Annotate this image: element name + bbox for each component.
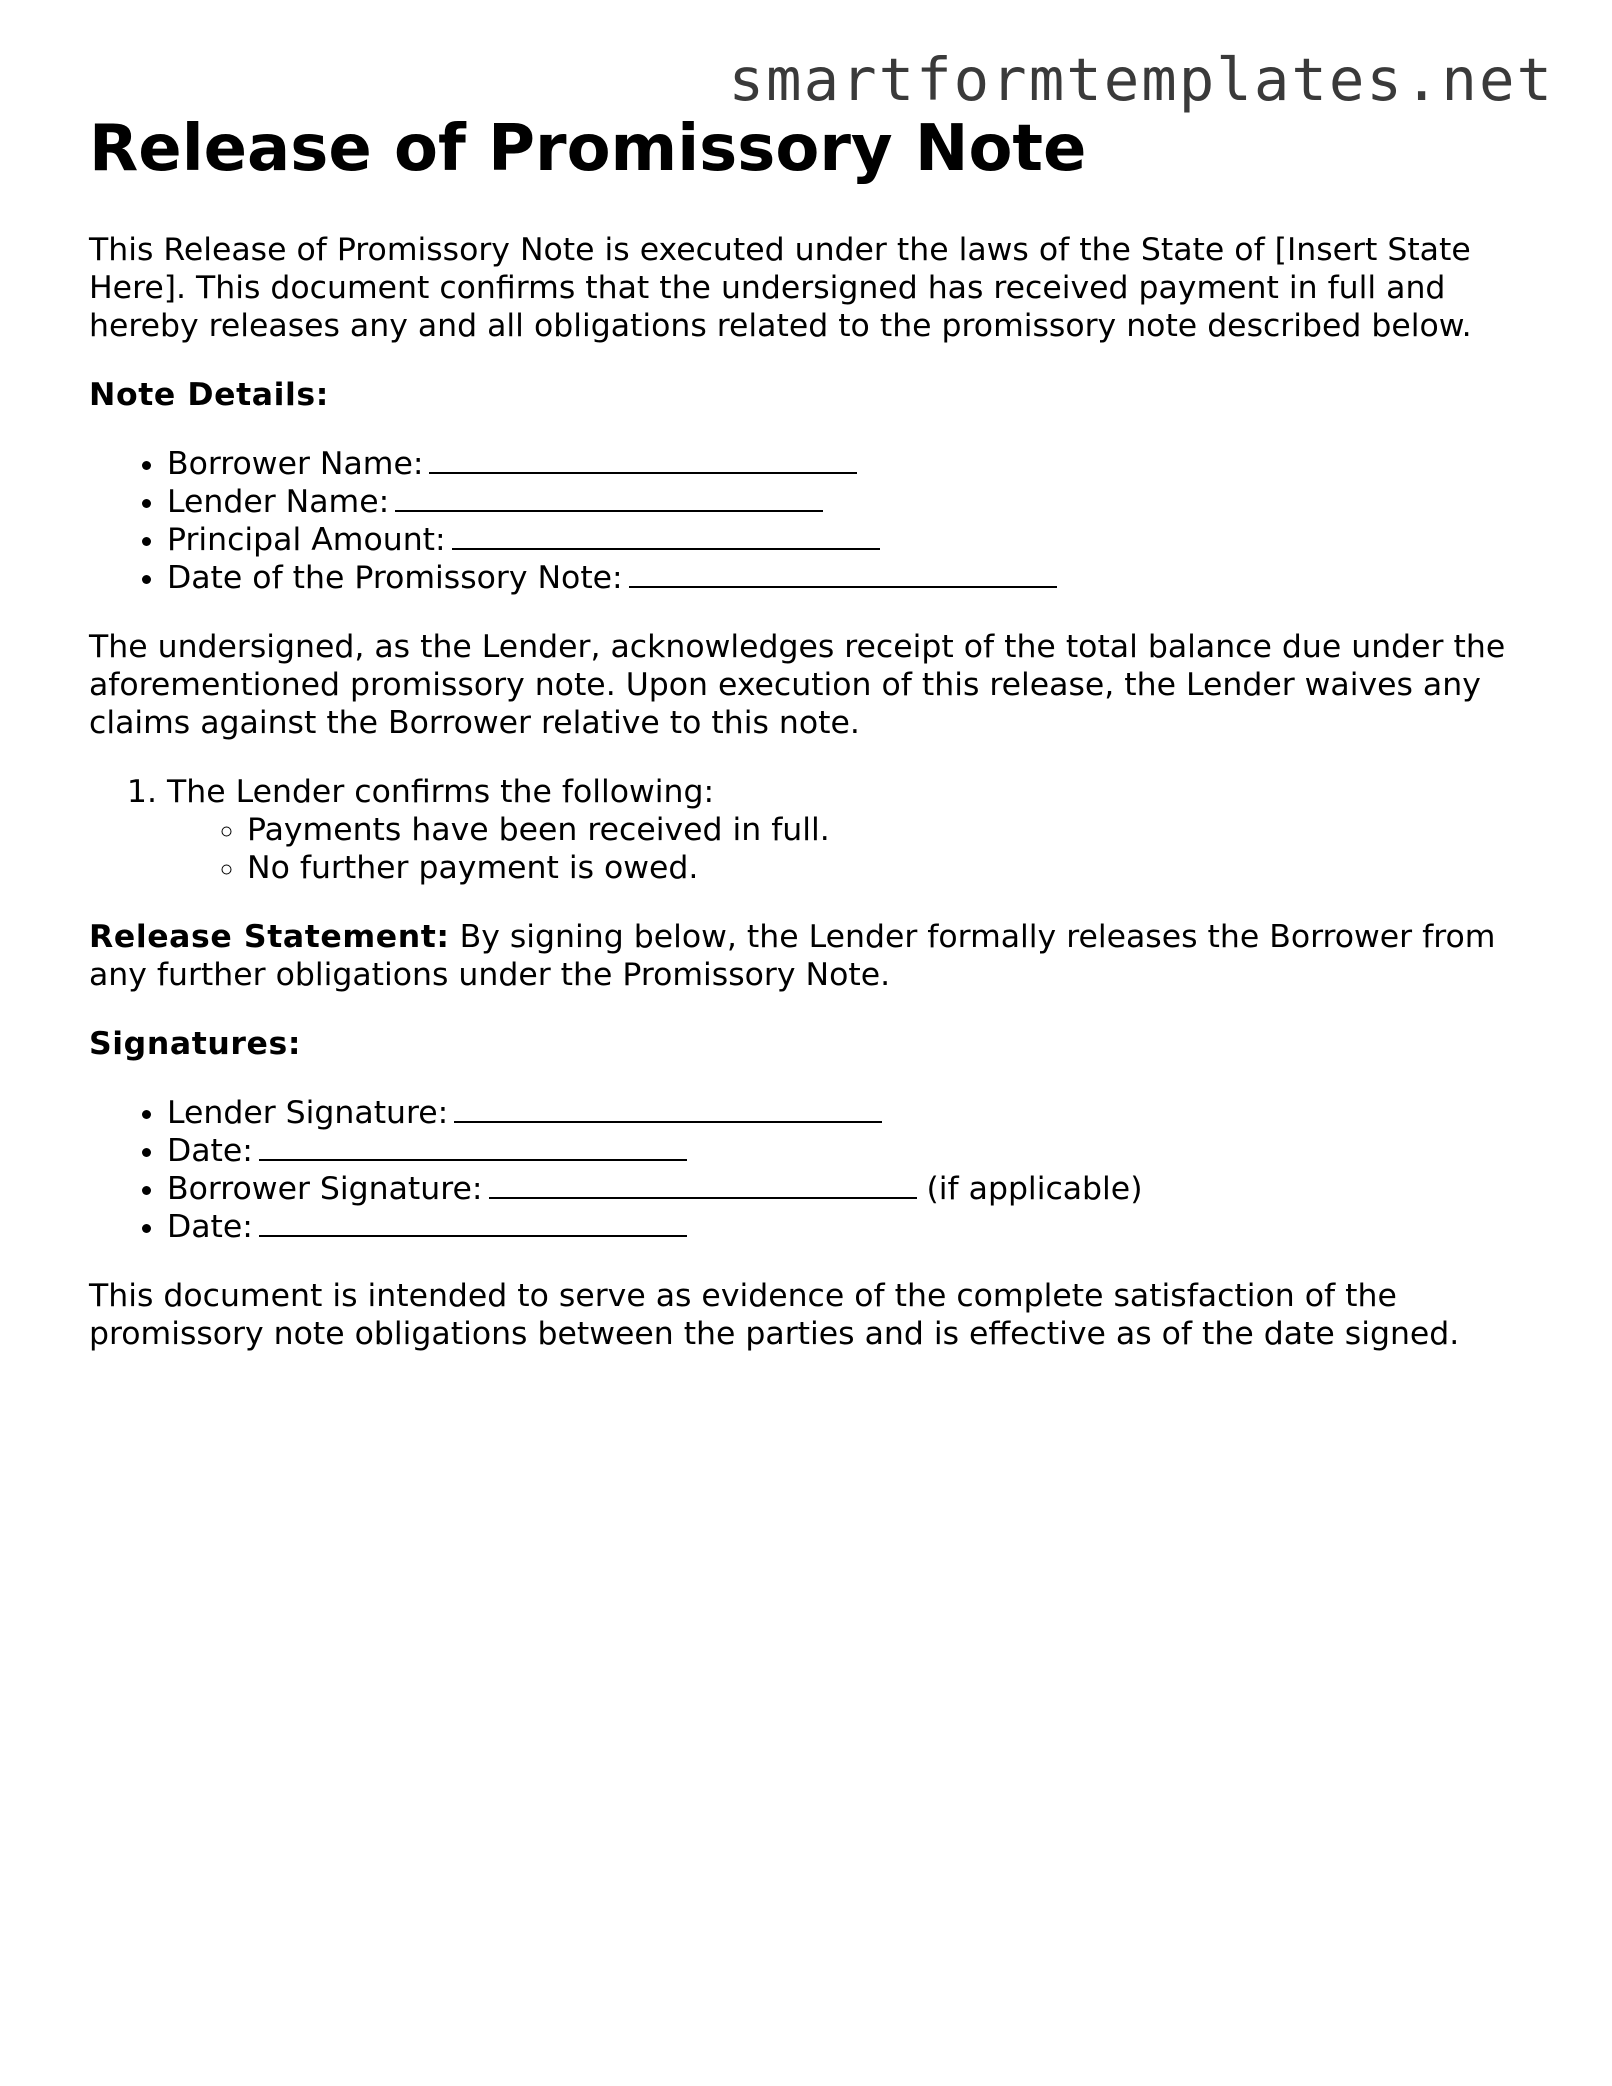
- release-statement-text: By signing below, the Lender formally releases the Borrower from any further obligations under the Promissory Note.: [89, 919, 1496, 993]
- confirmations-list: [89, 773, 1529, 887]
- list-item-principal-amount: [167, 521, 1529, 559]
- release-statement-label: Release Statement:: [89, 919, 450, 955]
- note-details-list: [89, 445, 1529, 597]
- lender-signature-blank[interactable]: [454, 1094, 882, 1123]
- note-details-heading: Note Details:: [89, 377, 329, 413]
- list-item-lender-date: [167, 1132, 1529, 1170]
- list-item-payments-received: ◦ Payments have been received in full.: [247, 811, 1529, 849]
- borrower-name-blank[interactable]: [429, 445, 857, 474]
- principal-amount-blank[interactable]: [452, 521, 880, 550]
- acknowledgement-paragraph: The undersigned, as the Lender, acknowledges receipt of the total balance due under the aforementioned promissory note. Upon execution of this release, the Lender waives any claims against the Borrower relative to this note.: [89, 629, 1506, 741]
- signatures-heading: Signatures:: [89, 1026, 302, 1062]
- intro-paragraph: This Release of Promissory Note is executed under the laws of the State of [Insert State Here]. This document confirms that the undersigned has received payment in full and hereby releases any and all obligations related to the promissory note described below.: [89, 232, 1472, 344]
- field-label: Lender Name:: [167, 484, 390, 520]
- borrower-signature-blank[interactable]: [489, 1170, 917, 1199]
- note-date-blank[interactable]: [629, 559, 1057, 588]
- closing-paragraph: This document is intended to serve as evidence of the complete satisfaction of the promissory note obligations between the parties and is effective as of the date signed.: [89, 1278, 1460, 1352]
- list-item-note-date: [167, 559, 1529, 597]
- release-statement-paragraph: [89, 918, 1529, 994]
- watermark: smartformtemplates.net: [728, 45, 1554, 114]
- field-label: Borrower Signature:: [167, 1171, 483, 1207]
- list-item-lender-signature: [167, 1094, 1529, 1132]
- field-label: Date:: [167, 1209, 253, 1245]
- document-body: [89, 231, 1529, 1384]
- list-item-no-further-payment: ◦ No further payment is owed.: [247, 849, 1529, 887]
- list-item-borrower-signature: [167, 1170, 1529, 1208]
- if-applicable-note: (if applicable): [926, 1171, 1143, 1207]
- signatures-list: [89, 1094, 1529, 1246]
- document-title: Release of Promissory Note: [89, 112, 1087, 186]
- confirmations-sublist: [167, 811, 1529, 887]
- field-label: Date:: [167, 1133, 253, 1169]
- lender-date-blank[interactable]: [259, 1132, 687, 1161]
- field-label: Lender Signature:: [167, 1095, 449, 1131]
- list-item-borrower-name: [167, 445, 1529, 483]
- lender-name-blank[interactable]: [395, 483, 823, 512]
- list-item-borrower-date: [167, 1208, 1529, 1246]
- borrower-date-blank[interactable]: [259, 1208, 687, 1237]
- list-item-confirmations: [167, 773, 1529, 887]
- field-label: Borrower Name:: [167, 446, 424, 482]
- field-label: Principal Amount:: [167, 522, 446, 558]
- list-item-lender-name: [167, 483, 1529, 521]
- field-label: Date of the Promissory Note:: [167, 560, 623, 596]
- confirmations-item-text: The Lender confirms the following:: [167, 774, 715, 810]
